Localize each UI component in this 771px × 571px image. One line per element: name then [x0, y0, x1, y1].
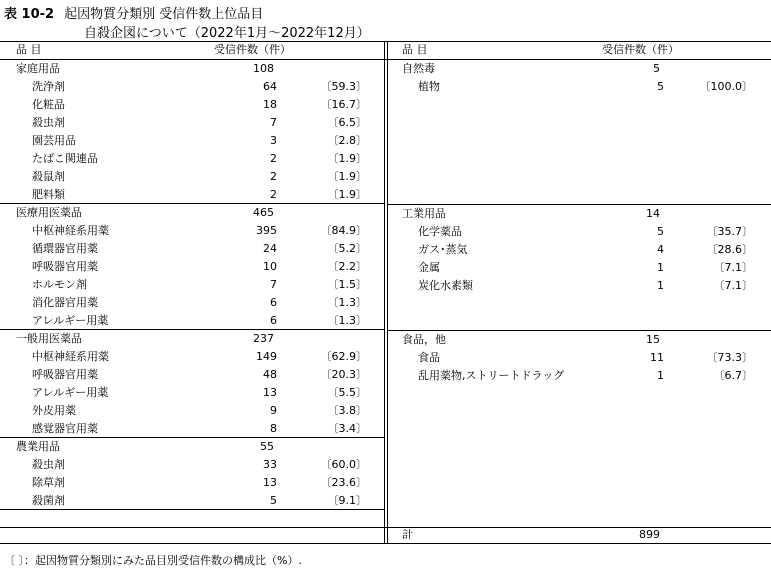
item-count: 8	[270, 422, 277, 435]
total-value: 899	[639, 528, 660, 541]
item-percentage: 〔1.3〕	[327, 314, 367, 327]
item-name: 除草剤	[32, 476, 65, 489]
group-total: 5	[653, 62, 660, 75]
item-count: 2	[270, 152, 277, 165]
item-name: 呼吸器官用薬	[32, 260, 98, 273]
item-count: 9	[270, 404, 277, 417]
item-name: 殺虫剤	[32, 116, 65, 129]
group-name: 食品，他	[402, 333, 446, 346]
item-percentage: 〔62.9〕	[320, 350, 367, 363]
item-name: 食品	[418, 351, 440, 364]
item-name: 殺菌剤	[32, 494, 65, 507]
item-name: 園芸用品	[32, 134, 76, 147]
item-percentage: 〔3.4〕	[327, 422, 367, 435]
item-count: 149	[256, 350, 277, 363]
item-percentage: 〔35.7〕	[706, 225, 753, 238]
total-label: 計	[402, 528, 413, 541]
item-percentage: 〔3.8〕	[327, 404, 367, 417]
item-count: 10	[263, 260, 277, 273]
item-name: 殺虫剤	[32, 458, 65, 471]
item-name: たばこ関連品	[32, 152, 98, 165]
item-percentage: 〔60.0〕	[320, 458, 367, 471]
item-name: 炭化水素類	[418, 279, 473, 292]
group-name: 家庭用品	[16, 62, 60, 75]
item-name: 金属	[418, 261, 440, 274]
group-name: 医療用医薬品	[16, 206, 82, 219]
group-name: 工業用品	[402, 207, 446, 220]
item-name: アレルギー用薬	[32, 314, 109, 327]
item-name: 中枢神経系用薬	[32, 224, 109, 237]
item-count: 2	[270, 170, 277, 183]
group-name: 自然毒	[402, 62, 435, 75]
item-count: 48	[263, 368, 277, 381]
data-table	[0, 41, 771, 544]
item-count: 18	[263, 98, 277, 111]
item-name: 洗浄剤	[32, 80, 65, 93]
item-percentage: 〔59.3〕	[320, 80, 367, 93]
item-name: 肥料類	[32, 188, 65, 201]
item-count: 5	[270, 494, 277, 507]
item-name: 化学薬品	[418, 225, 462, 238]
item-percentage: 〔2.2〕	[327, 260, 367, 273]
group-total: 55	[260, 440, 274, 453]
right-header-item: 品 目	[402, 43, 428, 56]
item-percentage: 〔1.9〕	[327, 170, 367, 183]
item-count: 3	[270, 134, 277, 147]
item-percentage: 〔73.3〕	[706, 351, 753, 364]
item-percentage: 〔9.1〕	[327, 494, 367, 507]
item-count: 7	[270, 116, 277, 129]
item-name: アレルギー用薬	[32, 386, 109, 399]
footnote: 〔 〕：起因物質分類別にみた品目別受信件数の構成比（%）.	[4, 554, 302, 567]
item-percentage: 〔5.5〕	[327, 386, 367, 399]
item-count: 11	[650, 351, 664, 364]
title-line1: 起因物質分類別 受信件数上位品目	[64, 7, 264, 22]
item-percentage: 〔1.3〕	[327, 296, 367, 309]
column-divider-left	[384, 41, 385, 544]
item-percentage: 〔16.7〕	[320, 98, 367, 111]
item-count: 2	[270, 188, 277, 201]
item-name: 呼吸器官用薬	[32, 368, 98, 381]
group-name: 農業用品	[16, 440, 60, 453]
item-percentage: 〔6.7〕	[713, 369, 753, 382]
item-count: 13	[263, 386, 277, 399]
item-percentage: 〔7.1〕	[713, 279, 753, 292]
item-percentage: 〔5.2〕	[327, 242, 367, 255]
item-percentage: 〔2.8〕	[327, 134, 367, 147]
item-name: 乱用薬物,ストリートドラッグ	[418, 369, 565, 382]
group-total: 14	[646, 207, 660, 220]
item-name: ホルモン剤	[32, 278, 87, 291]
column-divider-right	[387, 41, 388, 544]
item-name: 外皮用薬	[32, 404, 76, 417]
item-count: 1	[657, 279, 664, 292]
item-percentage: 〔6.5〕	[327, 116, 367, 129]
group-separator	[0, 509, 384, 510]
item-name: 消化器官用薬	[32, 296, 98, 309]
item-name: 化粧品	[32, 98, 65, 111]
item-count: 7	[270, 278, 277, 291]
item-name: ガス･蒸気	[418, 243, 468, 256]
item-percentage: 〔7.1〕	[713, 261, 753, 274]
item-percentage: 〔28.6〕	[706, 243, 753, 256]
item-count: 5	[657, 225, 664, 238]
item-name: 循環器官用薬	[32, 242, 98, 255]
group-name: 一般用医薬品	[16, 332, 82, 345]
table-title	[4, 3, 263, 22]
table-number: 表 10-2	[4, 7, 55, 22]
group-total: 108	[253, 62, 274, 75]
item-count: 1	[657, 261, 664, 274]
item-percentage: 〔23.6〕	[320, 476, 367, 489]
item-count: 6	[270, 296, 277, 309]
item-count: 1	[657, 369, 664, 382]
item-percentage: 〔1.9〕	[327, 188, 367, 201]
item-count: 24	[263, 242, 277, 255]
item-percentage: 〔100.0〕	[699, 80, 753, 93]
item-percentage: 〔1.9〕	[327, 152, 367, 165]
item-count: 395	[256, 224, 277, 237]
item-name: 中枢神経系用薬	[32, 350, 109, 363]
item-count: 5	[657, 80, 664, 93]
item-count: 6	[270, 314, 277, 327]
item-count: 33	[263, 458, 277, 471]
title-line2: 自殺企図について（2022年1月～2022年12月）	[84, 26, 370, 41]
right-header-count: 受信件数（件）	[602, 43, 679, 56]
item-percentage: 〔1.5〕	[327, 278, 367, 291]
item-percentage: 〔20.3〕	[320, 368, 367, 381]
item-count: 4	[657, 243, 664, 256]
item-percentage: 〔84.9〕	[320, 224, 367, 237]
left-header-count: 受信件数（件）	[214, 43, 291, 56]
item-name: 感覚器官用薬	[32, 422, 98, 435]
item-count: 13	[263, 476, 277, 489]
item-name: 殺鼠剤	[32, 170, 65, 183]
group-total: 15	[646, 333, 660, 346]
group-total: 465	[253, 206, 274, 219]
left-header-item: 品 目	[16, 43, 42, 56]
item-count: 64	[263, 80, 277, 93]
group-total: 237	[253, 332, 274, 345]
item-name: 植物	[418, 80, 440, 93]
